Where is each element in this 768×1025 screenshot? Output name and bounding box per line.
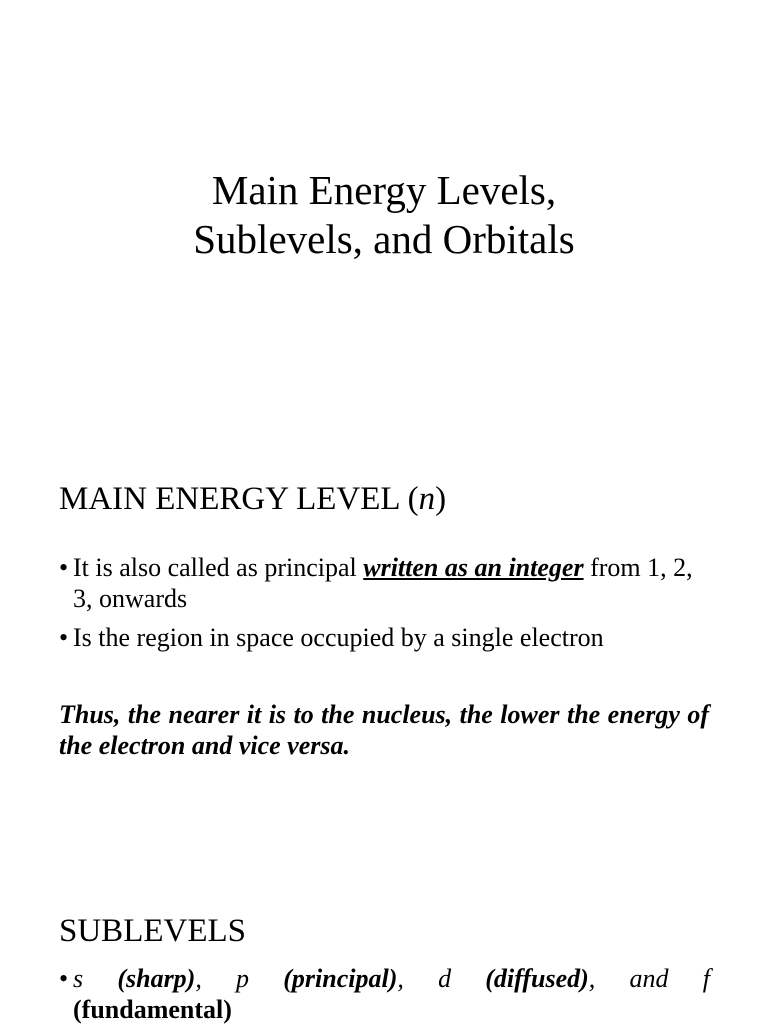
heading-variable-n: n [418,481,436,517]
bullet-region-text: Is the region in space occupied by a single electron [73,623,604,652]
bullet-dot: • [59,553,69,582]
bullet-principal-pre: It is also called as principal [73,553,364,582]
bullet-dot: • [59,623,69,652]
title-line-2: Sublevels, and Orbitals [193,216,575,262]
comma: , [195,964,202,993]
heading-text: MAIN ENERGY LEVEL ( [59,481,419,517]
bullet-principal [59,552,711,614]
sublevel-f: f [702,964,710,993]
page-title [0,166,768,264]
sublevel-s-name-group [117,963,202,994]
thus-statement: Thus, the nearer it is to the nucleus, the lower the energy of the electron and vice versa. [59,700,709,760]
sublevel-s-name: (sharp) [117,964,196,993]
sublevel-p: p [236,964,250,993]
sublevel-d-name: (diffused) [485,964,589,993]
sublevels-bullets [59,963,711,1025]
bullet-region [59,622,711,653]
main-energy-level-heading [59,480,446,518]
comma: , [397,964,404,993]
bullet-principal-emphasis: written as an integer [363,553,584,582]
sublevel-p-name-group [283,963,404,994]
sublevel-p-name: (principal) [283,964,398,993]
sublevels-heading: SUBLEVELS [59,913,247,949]
sublevel-f-line [73,994,711,1025]
title-line-1: Main Energy Levels, [211,167,557,213]
bullet-principal-post: from 1, 2, 3, onwards [73,553,693,613]
bullet-dot: • [59,964,69,993]
sublevel-d-name-group [485,963,595,994]
main-energy-level-bullets [59,552,711,653]
sublevel-s: s [73,964,84,993]
sublevel-d: d [438,964,452,993]
and-word: and [629,964,669,993]
sublevel-f-name: (fundamental) [73,995,232,1024]
sublevel-line [73,963,710,994]
heading-close-paren: ) [435,481,447,517]
bullet-sublevel-types [59,963,711,1025]
comma: , [588,964,596,993]
